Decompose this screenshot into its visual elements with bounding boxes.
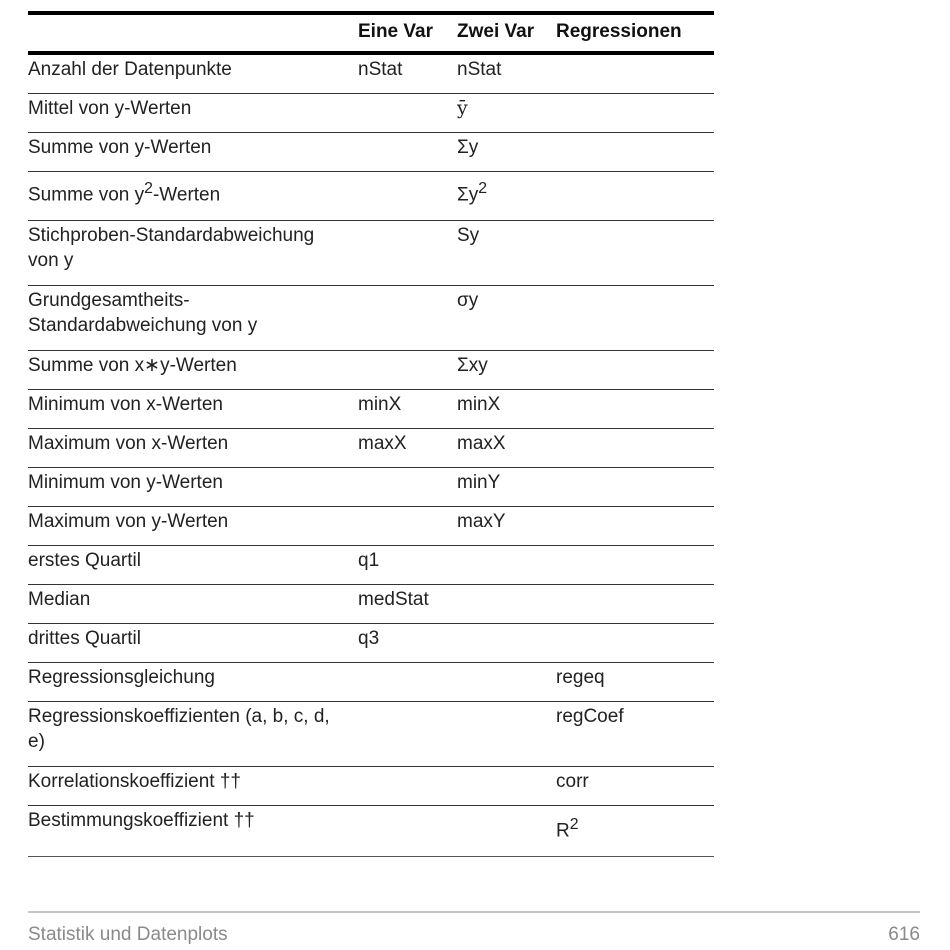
eine-var-value (358, 133, 457, 172)
zwei-var-value: maxX (457, 433, 506, 454)
row-description: Maximum von x-Werten (28, 433, 229, 454)
row-description: Mittel von y-Werten (28, 98, 192, 119)
regression-value (556, 53, 714, 94)
regression-value (556, 624, 714, 663)
row-description: Anzahl der Datenpunkte (28, 59, 232, 80)
header-eine-var: Eine Var (358, 21, 433, 42)
zwei-var-value (457, 624, 556, 663)
table-row (28, 390, 714, 429)
row-description: Summe von x∗y-Werten (28, 355, 237, 376)
eine-var-value (358, 702, 457, 767)
eine-var-value: medStat (358, 589, 429, 610)
footer-divider (28, 911, 920, 913)
header-zwei-var: Zwei Var (457, 21, 535, 42)
table-row (28, 468, 714, 507)
table-row (28, 806, 714, 857)
zwei-var-value: Sy (457, 225, 480, 246)
zwei-var-value (457, 172, 556, 221)
row-description: Summe von y-Werten (28, 137, 212, 158)
table-row (28, 546, 714, 585)
row-description: Grundgesamtheits-Standardabweichung von y (28, 290, 258, 336)
eine-var-value: q1 (358, 550, 380, 571)
row-description (28, 172, 358, 221)
row-description: drittes Quartil (28, 628, 141, 649)
table-row (28, 286, 714, 351)
table-row (28, 585, 714, 624)
table-row (28, 172, 714, 221)
statistics-variables-table (28, 11, 714, 857)
eine-var-value (358, 172, 457, 221)
footer-page-number: 616 (888, 924, 920, 945)
zwei-var-value: ȳ (457, 97, 468, 119)
table-row (28, 507, 714, 546)
zwei-var-value: minY (457, 472, 501, 493)
table-row (28, 663, 714, 702)
eine-var-value (358, 663, 457, 702)
zwei-var-value (457, 663, 556, 702)
regression-value: corr (556, 771, 589, 792)
header-regressionen: Regressionen (556, 21, 682, 42)
eine-var-value (358, 806, 457, 857)
eine-var-value (358, 468, 457, 507)
zwei-var-value (457, 702, 556, 767)
regression-value (556, 585, 714, 624)
regression-superscript: 2 (569, 816, 579, 833)
row-description: Maximum von y-Werten (28, 511, 229, 532)
zwei-var-value: σy (457, 290, 479, 311)
eine-var-value (358, 767, 457, 806)
regression-value (556, 351, 714, 390)
eine-var-value (358, 221, 457, 286)
row-description: Stichproben-Standardabweichung von y (28, 225, 315, 271)
zwei-var-value: minX (457, 394, 501, 415)
eine-var-value (358, 94, 457, 133)
desc-text-post: -Werten (152, 184, 221, 206)
row-description: Regressionskoeffizienten (a, b, c, d, e) (28, 706, 330, 752)
eine-var-value: nStat (358, 59, 403, 80)
desc-text-pre: Summe von y (28, 184, 145, 206)
eine-var-value (358, 507, 457, 546)
regression-value (556, 133, 714, 172)
zwei-var-text: Σy (457, 184, 479, 206)
regression-value: regeq (556, 667, 605, 688)
eine-var-value (358, 286, 457, 351)
regression-value (556, 546, 714, 585)
table-header-row (28, 13, 714, 53)
zwei-var-value (457, 767, 556, 806)
row-description: Korrelationskoeffizient †† (28, 771, 241, 792)
zwei-var-value: Σy (457, 137, 479, 158)
footer-chapter-title: Statistik und Datenplots (28, 924, 228, 945)
regression-value (556, 221, 714, 286)
regression-value (556, 286, 714, 351)
row-description: erstes Quartil (28, 550, 141, 571)
table-row (28, 221, 714, 286)
eine-var-value: minX (358, 394, 402, 415)
table-row (28, 351, 714, 390)
row-description: Minimum von x-Werten (28, 394, 223, 415)
table-row (28, 702, 714, 767)
table-row (28, 133, 714, 172)
header-description (28, 13, 358, 53)
zwei-var-value (457, 546, 556, 585)
regression-value (556, 94, 714, 133)
regression-value (556, 429, 714, 468)
table-row (28, 53, 714, 94)
table-row (28, 94, 714, 133)
table-row (28, 767, 714, 806)
zwei-var-value: Σxy (457, 355, 488, 376)
zwei-var-value (457, 585, 556, 624)
desc-superscript: 2 (144, 180, 153, 197)
regression-value: regCoef (556, 706, 624, 727)
regression-value (556, 172, 714, 221)
table-row (28, 624, 714, 663)
regression-value (556, 390, 714, 429)
eine-var-value: maxX (358, 433, 407, 454)
row-description: Minimum von y-Werten (28, 472, 223, 493)
zwei-var-value (457, 806, 556, 857)
row-description: Regressionsgleichung (28, 667, 215, 688)
regression-value (556, 806, 714, 857)
regression-text: R (556, 820, 570, 842)
row-description: Bestimmungskoeffizient †† (28, 810, 255, 831)
eine-var-value (358, 351, 457, 390)
eine-var-value: q3 (358, 628, 380, 649)
zwei-var-value: nStat (457, 59, 502, 80)
row-description: Median (28, 589, 91, 610)
zwei-var-value: maxY (457, 511, 506, 532)
regression-value (556, 507, 714, 546)
table-row (28, 429, 714, 468)
regression-value (556, 468, 714, 507)
zwei-var-superscript: 2 (478, 180, 488, 197)
